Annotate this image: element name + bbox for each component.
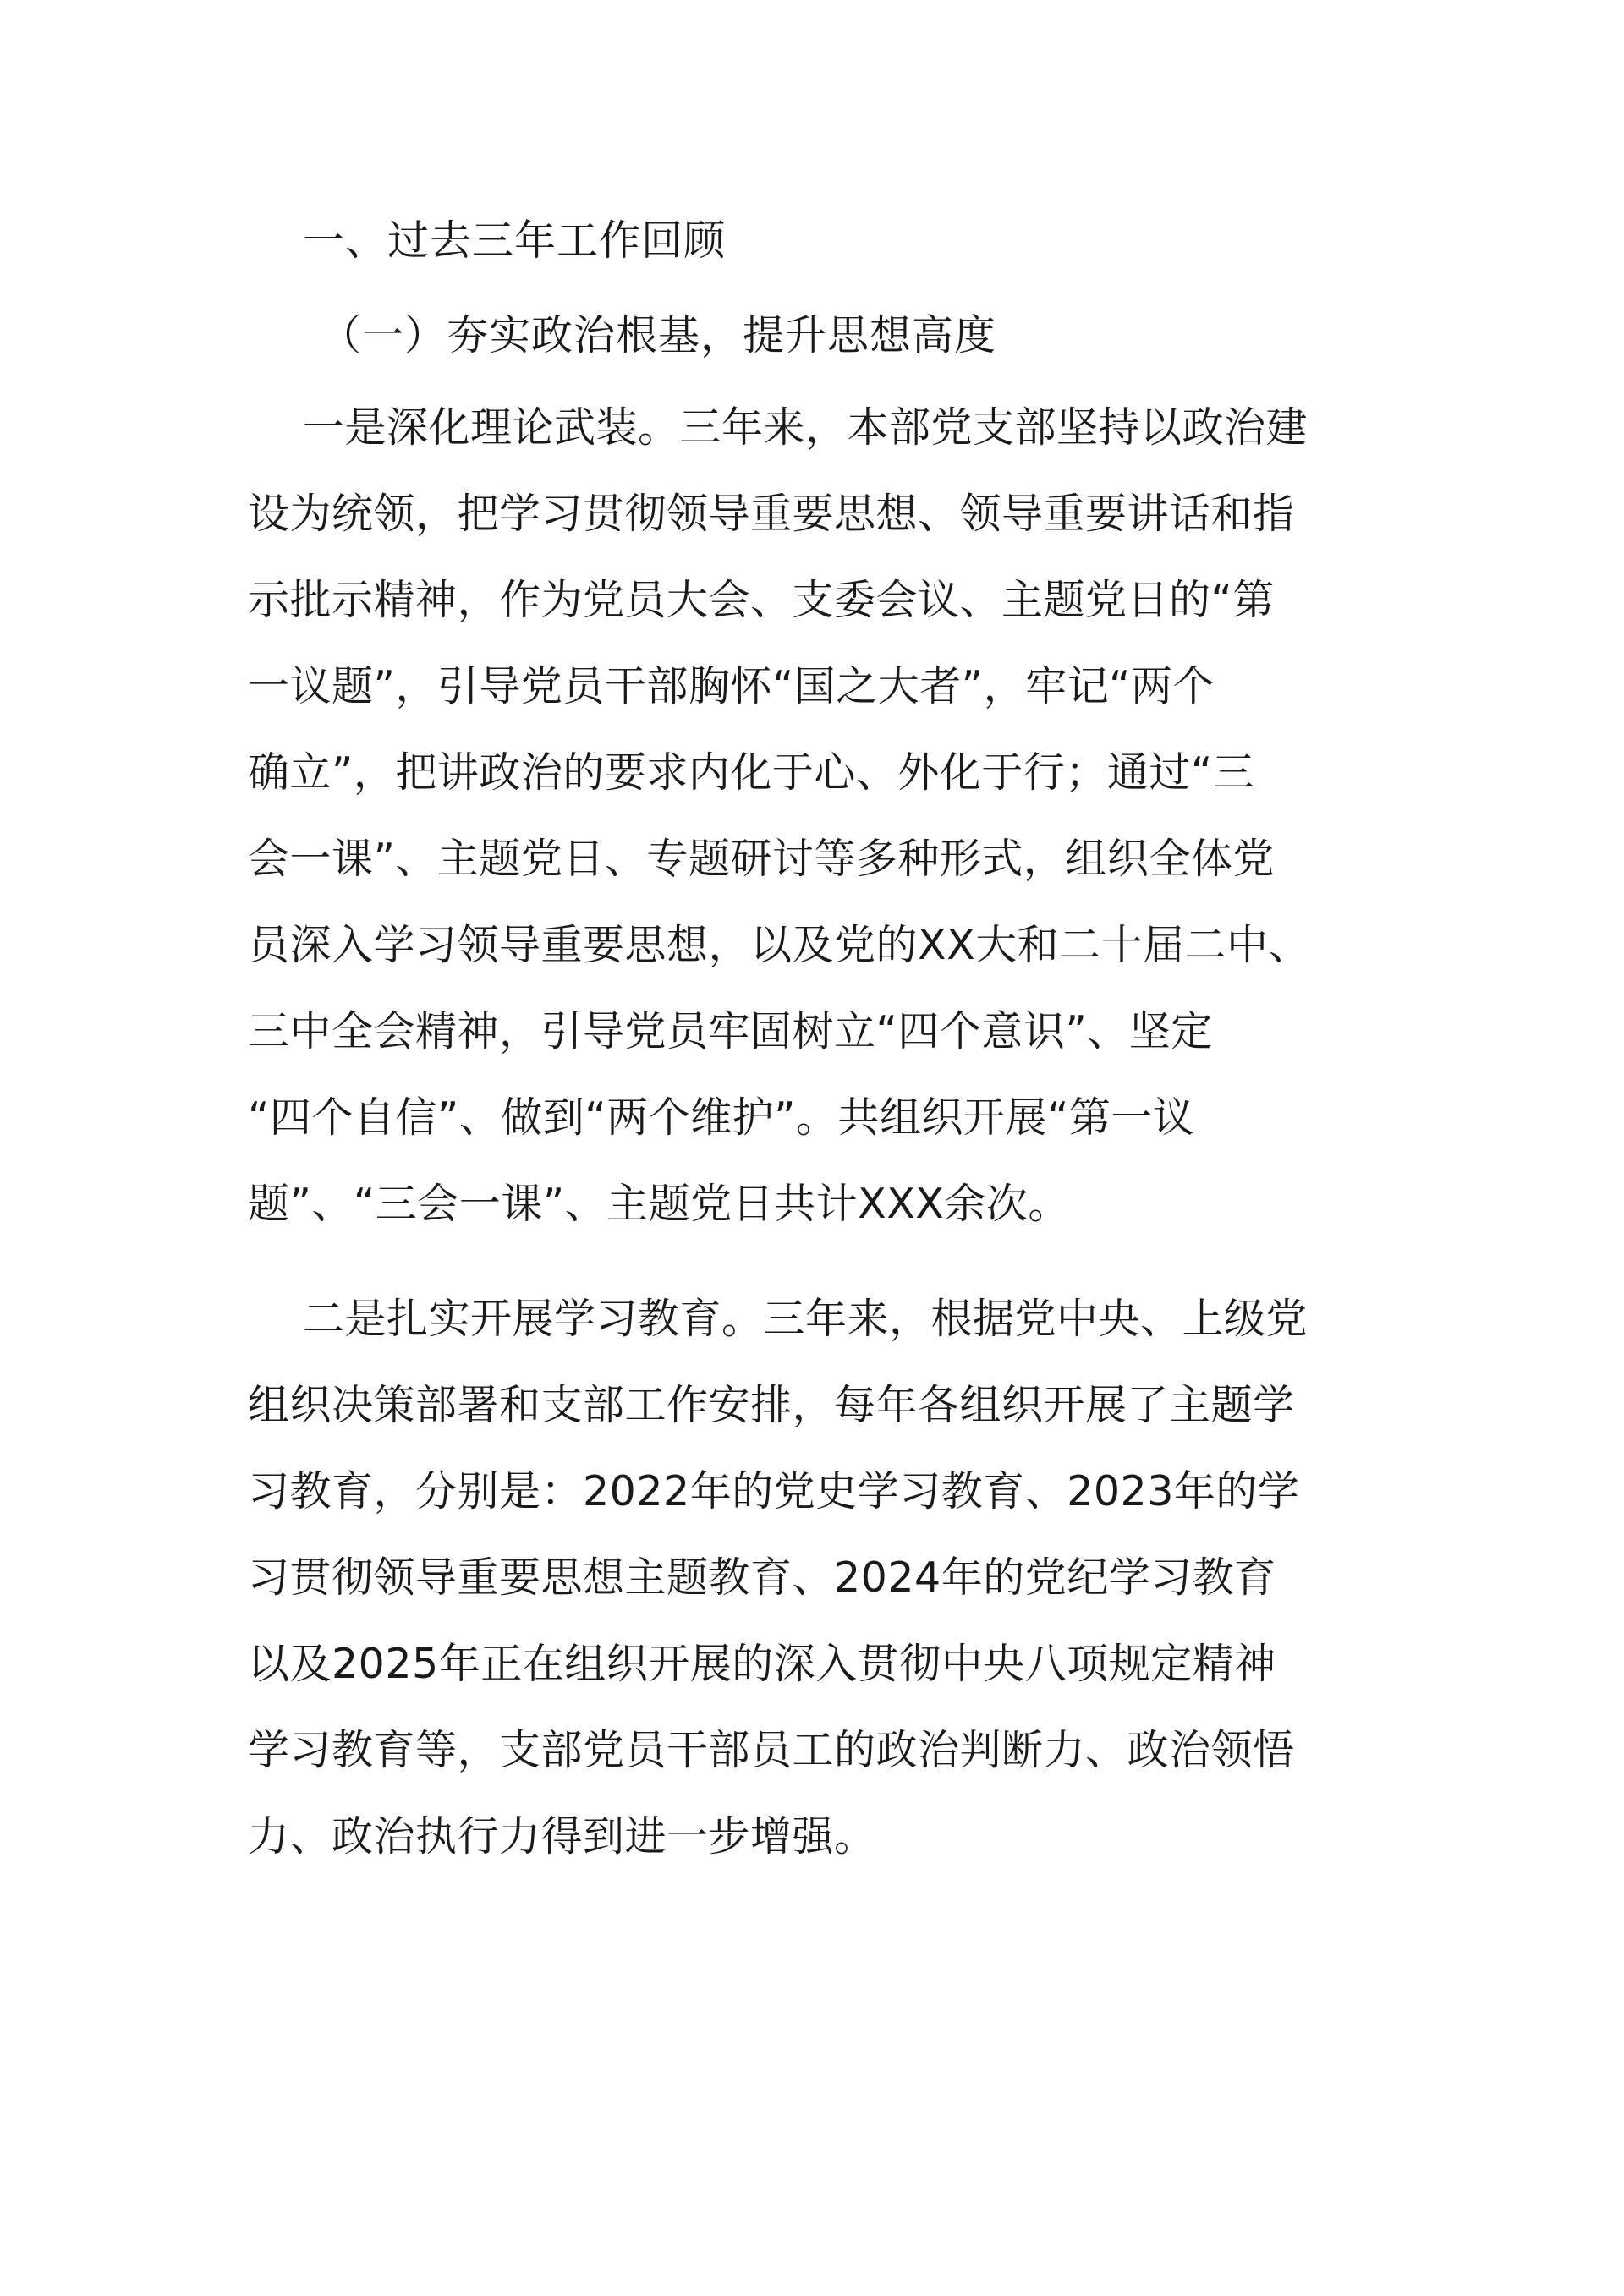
paragraph-line: 二是扎实开展学习教育。三年来，根据党中央、上级党 — [303, 1295, 1309, 1343]
paragraph-line: 确立”，把讲政治的要求内化于心、外化于行；通过“三 — [248, 748, 1255, 797]
paragraph-line: 习教育，分别是：2022年的党史学习教育、2023年的学 — [248, 1467, 1300, 1515]
paragraph-line: 员深入学习领导重要思想，以及党的XX大和二十届二中、 — [248, 921, 1311, 969]
paragraph-line: 题”、“三会一课”、主题党日共计XXX余次。 — [248, 1180, 1070, 1228]
paragraph-line: 示批示精神，作为党员大会、支委会议、主题党日的“第 — [248, 576, 1275, 624]
paragraph-learning-education — [248, 1276, 1398, 1880]
paragraph-line: 力、政治执行力得到进一步增强。 — [248, 1812, 876, 1860]
document-content — [248, 216, 1398, 1880]
paragraph-line: 会一课”、主题党日、专题研讨等多种形式，组织全体党 — [248, 835, 1275, 883]
paragraph-line: 设为统领，把学习贯彻领导重要思想、领导重要讲话和指 — [248, 490, 1295, 538]
paragraph-line: 习贯彻领导重要思想主题教育、2024年的党纪学习教育 — [248, 1553, 1276, 1602]
paragraph-line: 一是深化理论武装。三年来，本部党支部坚持以政治建 — [303, 403, 1309, 452]
paragraph-line: 组织决策部署和支部工作安排，每年各组织开展了主题学 — [248, 1381, 1295, 1429]
paragraph-line: 学习教育等，支部党员干部员工的政治判断力、政治领悟 — [248, 1726, 1295, 1774]
subsection-heading: （一）夯实政治根基，提升思想高度 — [320, 311, 997, 359]
paragraph-line: “四个自信”、做到“两个维护”。共组织开展“第一议 — [248, 1093, 1195, 1142]
section-heading: 一、过去三年工作回顾 — [303, 216, 727, 265]
paragraph-theory-study — [248, 385, 1398, 1247]
paragraph-line: 三中全会精神，引导党员牢固树立“四个意识”、坚定 — [248, 1007, 1213, 1055]
paragraph-line: 以及2025年正在组织开展的深入贯彻中央八项规定精神 — [248, 1640, 1276, 1688]
paragraph-line: 一议题”，引导党员干部胸怀“国之大者”，牢记“两个 — [248, 662, 1215, 710]
